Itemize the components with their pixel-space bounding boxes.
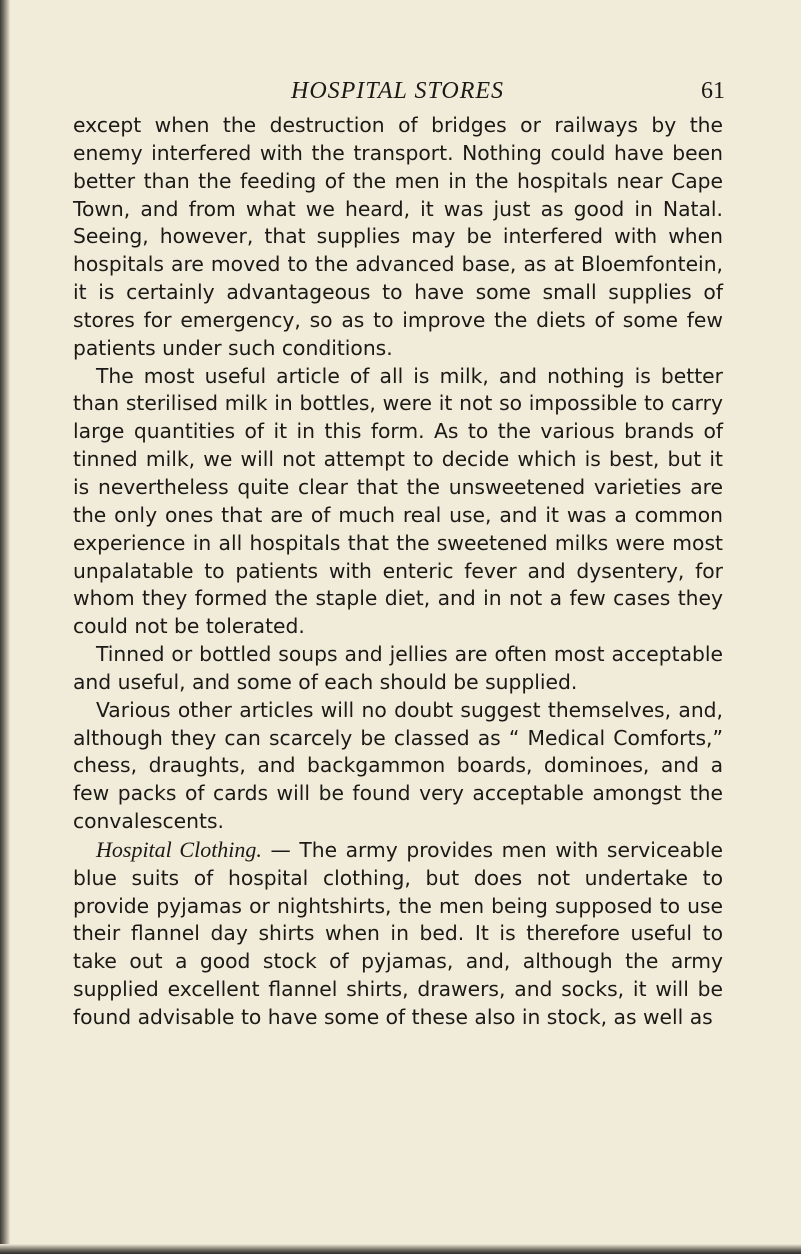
running-title: HOSPITAL STORES bbox=[290, 78, 505, 104]
clothing-dash: — bbox=[261, 837, 300, 862]
running-head bbox=[70, 74, 725, 108]
clothing-heading: Hospital Clothing. bbox=[96, 836, 262, 862]
paragraph-other-articles: Various other articles will no doubt suggest themselves, and, although they can scarcely be classed as “ Medical Comforts,” chess, draughts, and backgammon boards, dominoes, and a few packs of cards will be found very acceptable amongst the convalescents. bbox=[73, 697, 723, 834]
paragraph-hospital-clothing bbox=[73, 836, 723, 1032]
page-number: 61 bbox=[701, 78, 725, 104]
page-binding-shadow bbox=[0, 0, 10, 1254]
paragraph-milk: The most useful article of all is milk, and nothing is better than sterilised milk in bottles, were it not so impossible to carry large quantities of it in this form. As to the various brands of tinned milk, we will not attempt to decide which is best, but it is nevertheless quite clear that the unsweetened varieties are the only ones that are of much real use, and it was a common experience in all hospitals that the sweetened milks were most unpalatable to patients with enteric fever and dysentery, for whom they formed the staple diet, and in not a few cases they could not be tolerated. bbox=[73, 363, 723, 639]
paragraph-soups: Tinned or bottled soups and jellies are often most acceptable and useful, and some of each should be supplied. bbox=[73, 642, 723, 694]
clothing-text: The army provides men with serviceable blue suits of hospital clothing, but does not undertake to provide pyjamas or nightshirts, the men being supposed to use their flannel day shirts when in bed. It is therefore useful to take out a good stock of pyjamas, and, although the army supplied excellent flannel shirts, drawers, and socks, it will be found advisable to have some of these also in stock, as well as bbox=[73, 837, 723, 1029]
page-bottom-shadow bbox=[0, 1244, 801, 1254]
paragraph-continuation: except when the destruction of bridges or railways by the enemy interfered with the transport. Nothing could have been better than the feeding of the men in the hospitals near Cape Town, and from what we heard, it was just as good in Natal. Seeing, however, that supplies may be interfered with when hospitals are moved to the advanced base, as at Bloemfontein, it is certainly advantageous to have some small supplies of stores for emergency, so as to improve the diets of some few patients under such conditions. bbox=[73, 113, 723, 360]
body-text bbox=[73, 112, 723, 1032]
